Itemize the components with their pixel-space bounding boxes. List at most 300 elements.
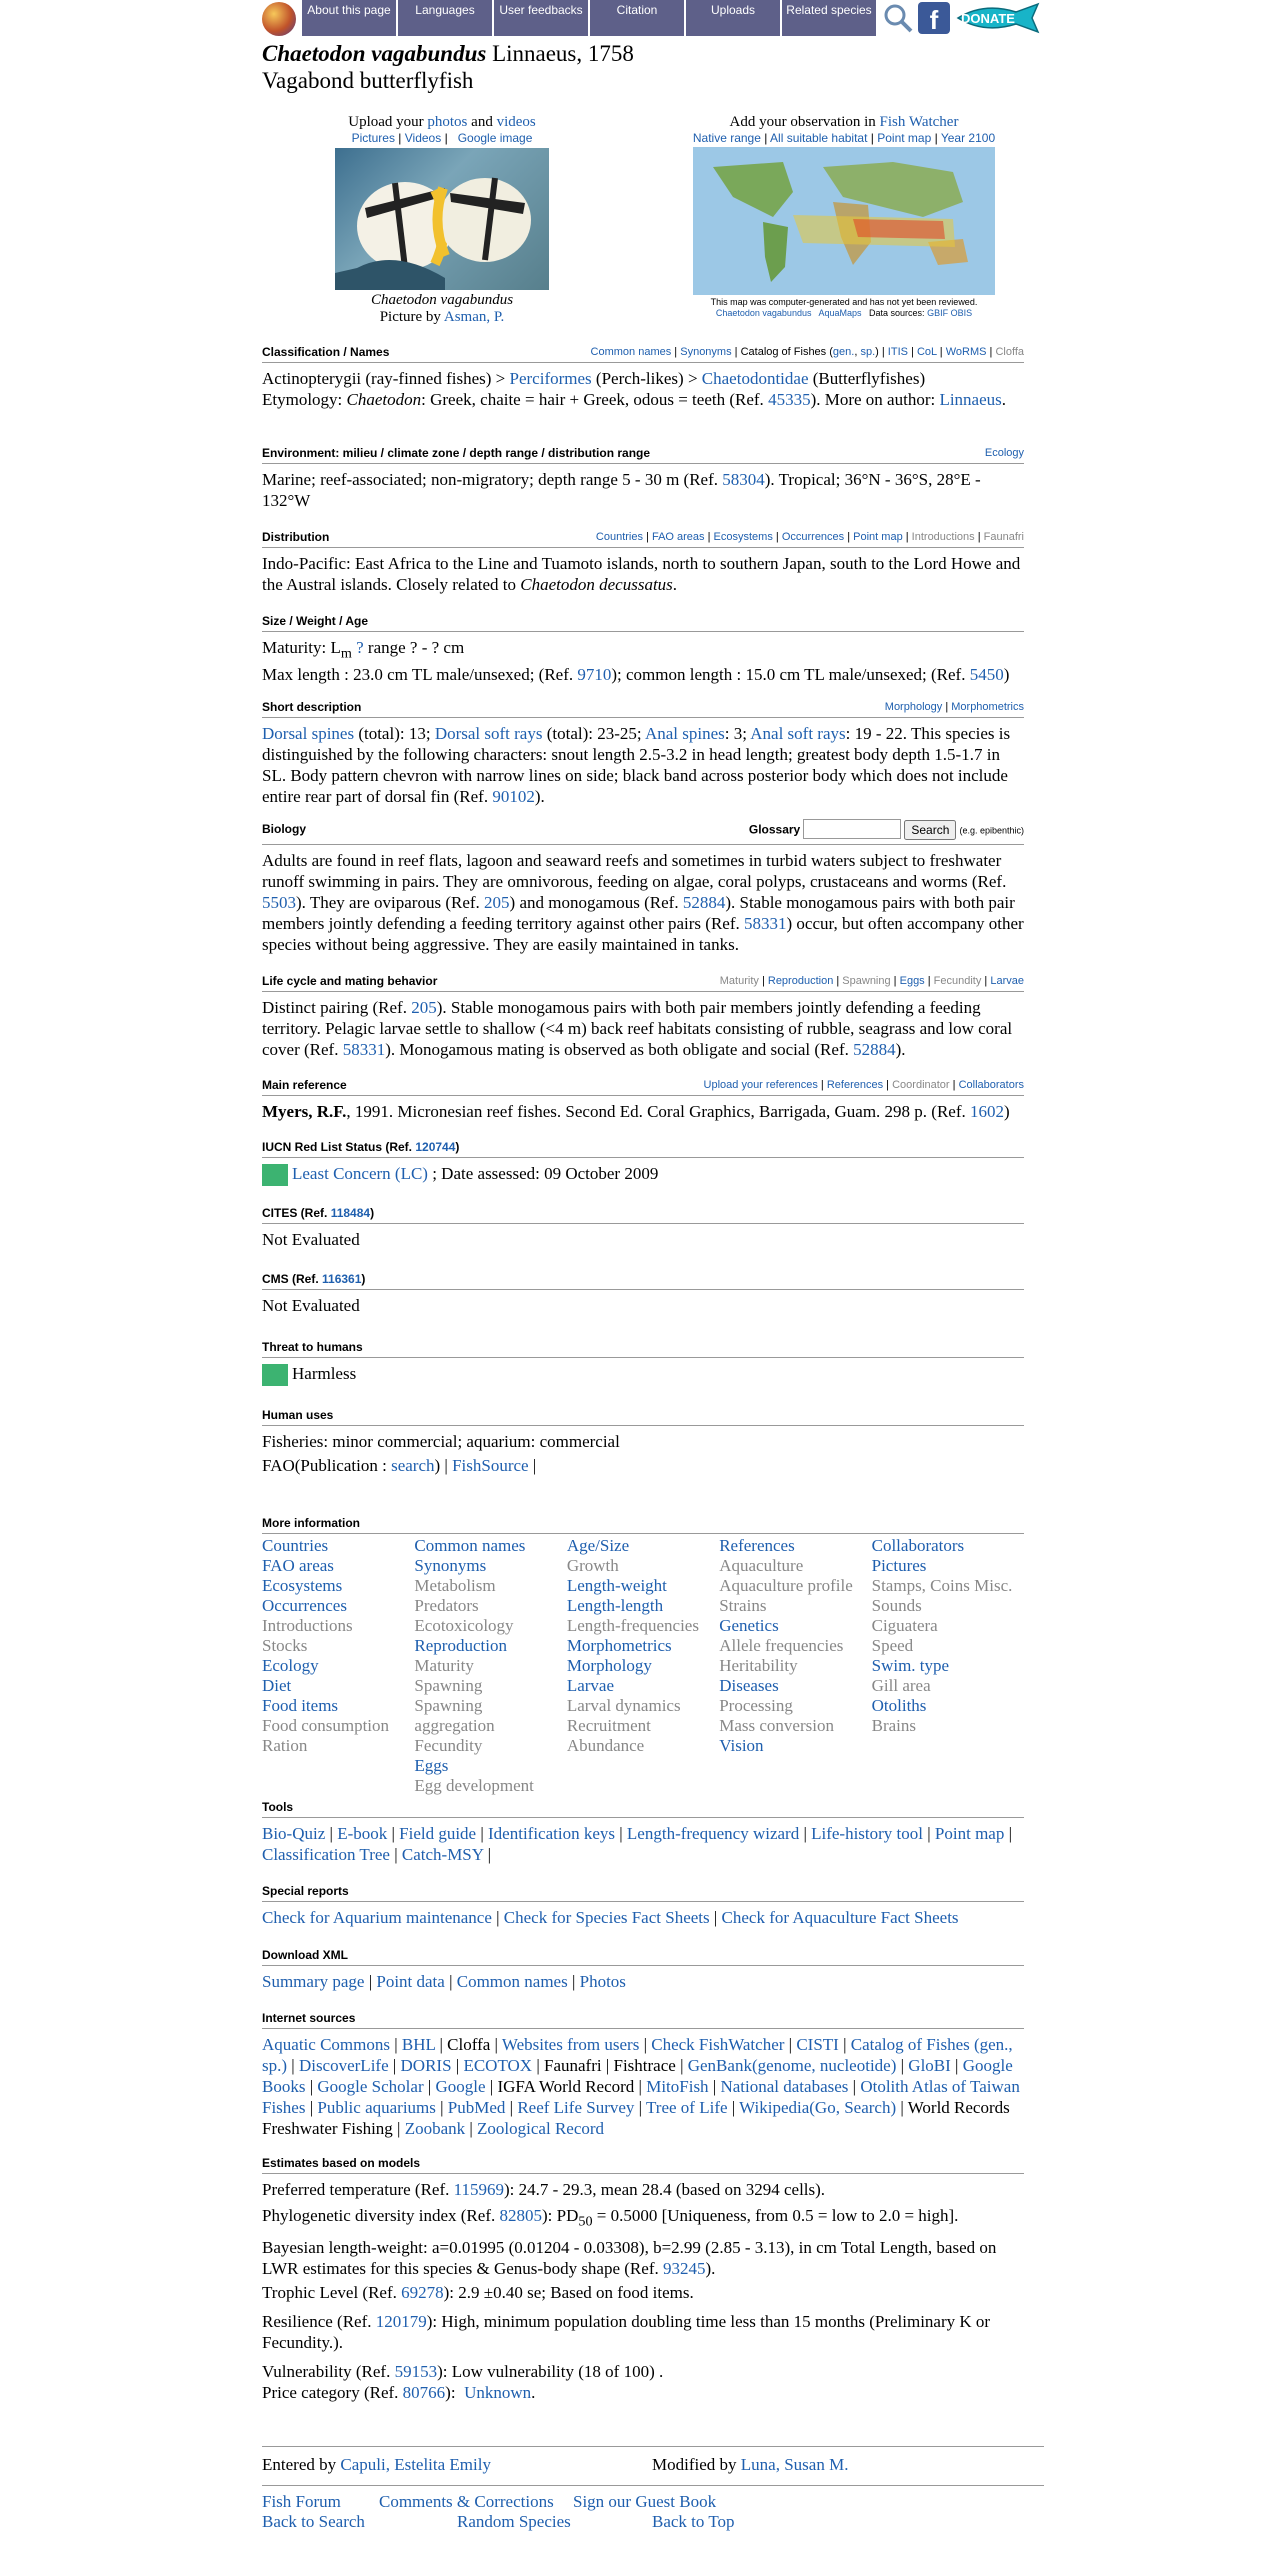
map-native-range-link[interactable]: Native range bbox=[692, 131, 761, 145]
more-info-sounds: Sounds bbox=[871, 1596, 922, 1615]
more-info-growth: Growth bbox=[566, 1556, 619, 1575]
donate-button[interactable] bbox=[954, 2, 1044, 34]
tools-e-book-link[interactable]: E-book bbox=[337, 1824, 388, 1843]
lifecycle-ref-link-3[interactable]: 52884 bbox=[853, 1040, 896, 1059]
species-author: Linnaeus, 1758 bbox=[492, 41, 634, 66]
species-photo[interactable] bbox=[335, 148, 549, 290]
lifecycle-text-1: Distinct pairing (Ref. bbox=[262, 998, 407, 1017]
internet-websites-from-users-link[interactable]: Websites from users bbox=[501, 2035, 640, 2054]
more-info-common-names[interactable]: Common names bbox=[414, 1536, 526, 1555]
distribution-end: . bbox=[672, 575, 678, 594]
entered-by-link[interactable]: Capuli, Estelita Emily bbox=[340, 2455, 491, 2474]
more-info-ration: Ration bbox=[262, 1736, 308, 1755]
more-info-reproduction[interactable]: Reproduction bbox=[414, 1636, 507, 1655]
more-info-aquaculture-profile: Aquaculture profile bbox=[719, 1576, 853, 1595]
more-info-occurrences[interactable]: Occurrences bbox=[262, 1596, 347, 1615]
tools-field-guide-link[interactable]: Field guide bbox=[399, 1824, 477, 1843]
more-info-length-frequencies: Length-frequencies bbox=[566, 1616, 699, 1635]
more-info-column bbox=[567, 1536, 719, 1796]
spawning-label: Spawning bbox=[842, 975, 891, 987]
internet-world-records-freshwater-fishing-label: World Records Freshwater Fishing bbox=[262, 2098, 1010, 2138]
more-info-metabolism: Metabolism bbox=[414, 1576, 496, 1595]
cites-heading: CITES (Ref. bbox=[262, 1206, 328, 1220]
photo-block: Upload your photos and videos Pictures | Videos | Google image Chaetodon vagabundus Picture by Asman, P. bbox=[312, 114, 572, 326]
bayesian-ref-link[interactable]: 93245 bbox=[662, 2259, 706, 2279]
dorsal-soft-rays-link[interactable]: Dorsal soft rays bbox=[434, 724, 543, 743]
main-reference-heading: Main reference bbox=[262, 1078, 347, 1092]
description-text: : 19 - 22. This species is distinguished by the following characters: snout length 2.5-3.2 in head length; greatest body depth 1.5-1.7 in SL. Body pattern chevron with narrow lines on side; black band across posterior body which does not include entire rear part of dorsal fin (Ref. bbox=[262, 724, 1011, 806]
map-point-map-link[interactable]: Point map bbox=[877, 131, 932, 145]
section-heading bbox=[262, 974, 1024, 992]
environment-heading: Environment: milieu / climate zone / depth range / distribution range bbox=[262, 446, 651, 460]
cms-ref-link[interactable]: 116361 bbox=[322, 1272, 362, 1286]
internet-aquatic-commons-link[interactable]: Aquatic Commons bbox=[262, 2035, 390, 2054]
environment-ref-link[interactable]: 58304 bbox=[722, 470, 765, 489]
point-map-link[interactable]: Point map bbox=[853, 531, 903, 543]
common-name: Vagabond butterflyfish bbox=[262, 68, 474, 93]
photos-link[interactable]: photos bbox=[427, 114, 468, 130]
back-to-search-link[interactable]: Back to Search bbox=[262, 2512, 365, 2531]
more-info-allele-frequencies: Allele frequencies bbox=[719, 1636, 844, 1655]
related-species: Chaetodon decussatus bbox=[520, 575, 673, 594]
section-heading bbox=[262, 822, 1024, 845]
world-map-image bbox=[693, 147, 995, 295]
fao-areas-link[interactable]: FAO areas bbox=[651, 531, 705, 543]
map-suitable-habitat-link[interactable]: All suitable habitat bbox=[770, 131, 868, 145]
internet-catalog-of-fishes-gen-sp-link[interactable]: Catalog of Fishes (gen., sp.) bbox=[262, 2035, 1013, 2075]
more-info-processing: Processing bbox=[719, 1696, 793, 1715]
anal-spines-link[interactable]: Anal spines bbox=[644, 724, 725, 743]
footer bbox=[262, 2446, 1044, 2532]
biology-ref-link-2[interactable]: 205 bbox=[484, 893, 510, 912]
internet-genbank-genome-nucleotide-link[interactable]: GenBank(genome, nucleotide) bbox=[687, 2056, 897, 2075]
classification-links: Common names | Synonyms | Catalog of Fishes (gen., sp.) | ITIS | CoL | WoRMS | Cloffa bbox=[590, 346, 1024, 358]
more-info-diseases[interactable]: Diseases bbox=[719, 1676, 779, 1695]
internet-zoobank-link[interactable]: Zoobank bbox=[404, 2119, 466, 2138]
photo-author-link[interactable]: Asman, P. bbox=[443, 309, 505, 325]
back-to-top-link[interactable]: Back to Top bbox=[652, 2512, 735, 2531]
internet-check-fishwatcher-link[interactable]: Check FishWatcher bbox=[651, 2035, 785, 2054]
ecosystems-link[interactable]: Ecosystems bbox=[713, 531, 773, 543]
etymology-text: : Greek, chaite = hair + Greek, odous = teeth (Ref. bbox=[421, 390, 764, 409]
family-common: (Butterflyfishes) bbox=[812, 369, 926, 388]
more-info-genetics[interactable]: Genetics bbox=[719, 1616, 779, 1635]
ecology-link[interactable]: Ecology bbox=[984, 447, 1024, 459]
internet-discoverlife-link[interactable]: DiscoverLife bbox=[298, 2056, 389, 2075]
description-body bbox=[262, 723, 1024, 807]
internet-wikipedia-go-search-link[interactable]: Wikipedia(Go, Search) bbox=[739, 2098, 897, 2117]
facebook-icon[interactable]: f bbox=[918, 2, 950, 34]
data-sources-label: Data sources: bbox=[869, 308, 925, 318]
more-info-gill-area: Gill area bbox=[871, 1676, 931, 1695]
trophic-ref-link[interactable]: 69278 bbox=[401, 2283, 444, 2303]
reproduction-link[interactable]: Reproduction bbox=[767, 975, 834, 987]
glossary-label: Glossary bbox=[748, 822, 801, 837]
resilience-label: Resilience (Ref. bbox=[262, 2312, 372, 2332]
description-end: ). bbox=[534, 787, 545, 806]
resilience-value: ): High, minimum population doubling time less than 15 months (Preliminary K or Fecundity.). bbox=[262, 2312, 991, 2353]
xml-point-data-link[interactable]: Point data bbox=[376, 1972, 445, 1991]
map-note: This map was computer-generated and has not yet been reviewed. bbox=[710, 297, 978, 307]
anal-soft-rays-link[interactable]: Anal soft rays bbox=[750, 724, 846, 743]
internet-faunafri-label: Faunafri bbox=[544, 2056, 602, 2075]
section-heading bbox=[262, 1800, 1024, 1818]
videos-small-link[interactable]: Videos bbox=[404, 131, 442, 145]
more-info-eggs[interactable]: Eggs bbox=[414, 1756, 449, 1775]
catalog-close: ) bbox=[875, 346, 879, 358]
biology-text-2: ). They are oviparous (Ref. bbox=[296, 893, 480, 912]
reference-author: Myers, R.F. bbox=[262, 1102, 347, 1121]
separator: | bbox=[532, 1456, 537, 1475]
tools-identification-keys-link[interactable]: Identification keys bbox=[488, 1824, 616, 1843]
fisheries-text: Fisheries: minor commercial; aquarium: commercial bbox=[262, 1432, 620, 1451]
internet-ecotox-link[interactable]: ECOTOX bbox=[463, 2056, 533, 2075]
itis-link[interactable]: ITIS bbox=[887, 346, 908, 358]
cms-heading: CMS (Ref. bbox=[262, 1272, 319, 1286]
classification-section bbox=[262, 345, 1024, 410]
more-info-diet[interactable]: Diet bbox=[262, 1676, 292, 1695]
modified-by-label: Modified by bbox=[652, 2455, 737, 2474]
internet-otolith-atlas-of-taiwan-fishes-link[interactable]: Otolith Atlas of Taiwan Fishes bbox=[262, 2077, 1020, 2117]
more-info-column bbox=[719, 1536, 871, 1796]
classification-body bbox=[262, 368, 1024, 410]
more-info-aquaculture: Aquaculture bbox=[719, 1556, 804, 1575]
lifecycle-text-2: ). Stable monogamous pairs with both pair members jointly defending a feeding territory. Pelagic larvae settle to shallow (<4 m) back reef habitats consisting of rubble, seagrass and low coral cover (Ref. bbox=[262, 998, 1013, 1059]
nav-tab-related-species[interactable]: Related species bbox=[782, 0, 876, 36]
morphometrics-link[interactable]: Morphometrics bbox=[951, 701, 1024, 713]
lifecycle-end: ). bbox=[895, 1040, 906, 1059]
threat-swatch bbox=[262, 1364, 288, 1386]
more-info-food-consumption: Food consumption bbox=[262, 1716, 390, 1735]
morphology-link[interactable]: Morphology bbox=[884, 701, 943, 713]
more-info-pictures[interactable]: Pictures bbox=[871, 1556, 927, 1575]
environment-text: Marine; reef-associated; non-migratory; depth range 5 - 30 m (Ref. bbox=[262, 470, 719, 489]
more-info-ciguatera: Ciguatera bbox=[871, 1616, 938, 1635]
internet-reef-life-survey-link[interactable]: Reef Life Survey bbox=[517, 2098, 635, 2117]
lifecycle-ref-link-1[interactable]: 205 bbox=[411, 998, 437, 1017]
author-link[interactable]: Linnaeus bbox=[939, 390, 1002, 409]
cites-close: ) bbox=[370, 1206, 375, 1220]
common-length-ref-link[interactable]: 5450 bbox=[969, 665, 1004, 685]
more-info-egg-development: Egg development bbox=[414, 1776, 534, 1795]
google-image-link[interactable]: Google image bbox=[457, 131, 533, 145]
guest-book-link[interactable]: Sign our Guest Book bbox=[573, 2492, 717, 2511]
lifecycle-body bbox=[262, 997, 1024, 1060]
lifecycle-heading: Life cycle and mating behavior bbox=[262, 974, 438, 988]
tools-life-history-tool-link[interactable]: Life-history tool bbox=[811, 1824, 924, 1843]
more-info-ecology[interactable]: Ecology bbox=[262, 1656, 319, 1675]
catalog-gen-link[interactable]: gen. bbox=[832, 346, 855, 358]
nav-tab-citation[interactable]: Citation bbox=[590, 0, 684, 36]
main-reference-section bbox=[262, 1078, 1024, 1122]
human-uses-section bbox=[262, 1408, 1024, 1476]
glossary-search-button[interactable]: Search bbox=[904, 820, 956, 840]
temperature-ref-link[interactable]: 115969 bbox=[453, 2180, 504, 2199]
map-year-2100-link[interactable]: Year 2100 bbox=[940, 131, 996, 145]
biology-body bbox=[262, 850, 1024, 955]
random-species-link[interactable]: Random Species bbox=[457, 2512, 571, 2531]
distribution-heading: Distribution bbox=[262, 530, 330, 544]
distribution-map[interactable] bbox=[693, 147, 995, 295]
taxonomy-text: Actinopterygii (ray-finned fishes) > bbox=[262, 369, 506, 388]
distribution-body bbox=[262, 553, 1024, 595]
description-ref-link[interactable]: 90102 bbox=[492, 787, 535, 806]
fish-watcher-link[interactable]: Fish Watcher bbox=[879, 114, 959, 130]
xml-photos-link[interactable]: Photos bbox=[579, 1972, 626, 1991]
temperature-label: Preferred temperature (Ref. bbox=[262, 2180, 450, 2199]
more-info-larvae[interactable]: Larvae bbox=[566, 1676, 614, 1695]
fishbase-logo-globe-icon[interactable] bbox=[262, 2, 296, 36]
trophic-value: ): 2.9 ±0.40 se; Based on food items. bbox=[443, 2283, 694, 2303]
order-link[interactable]: Perciformes bbox=[509, 369, 592, 388]
section-heading bbox=[262, 446, 1024, 464]
catalog-sp-link[interactable]: sp. bbox=[860, 346, 876, 358]
iucn-date: ; Date assessed: 09 October 2009 bbox=[432, 1164, 659, 1183]
gbif-link[interactable]: GBIF bbox=[927, 308, 949, 318]
add-observation-label: Add your observation in bbox=[729, 114, 876, 130]
photo-caption: Chaetodon vagabundus bbox=[370, 292, 514, 308]
comments-corrections-link[interactable]: Comments & Corrections bbox=[379, 2492, 554, 2511]
section-heading bbox=[262, 1884, 1024, 1902]
more-info-larval-dynamics: Larval dynamics bbox=[566, 1696, 681, 1715]
modified-by-link[interactable]: Luna, Susan M. bbox=[740, 2455, 849, 2474]
more-info-otoliths[interactable]: Otoliths bbox=[871, 1696, 927, 1715]
col-link[interactable]: CoL bbox=[916, 346, 937, 358]
videos-link[interactable]: videos bbox=[496, 114, 536, 130]
fao-label: FAO(Publication : bbox=[262, 1456, 387, 1475]
more-info-food-items[interactable]: Food items bbox=[262, 1696, 339, 1715]
introductions-label: Introductions bbox=[911, 531, 975, 543]
nav-tab-languages[interactable]: Languages bbox=[398, 0, 492, 36]
main-reference-link[interactable]: 1602 bbox=[970, 1102, 1004, 1121]
pd-ref-link[interactable]: 82805 bbox=[499, 2206, 542, 2225]
status-swatch bbox=[262, 1164, 288, 1186]
section-heading bbox=[262, 1272, 1024, 1290]
more-info-swim-type[interactable]: Swim. type bbox=[871, 1656, 950, 1675]
more-info-morphometrics[interactable]: Morphometrics bbox=[566, 1636, 672, 1655]
temperature-value: ): 24.7 - 29.3, mean 28.4 (based on 3294 cells). bbox=[504, 2180, 826, 2199]
environment-section bbox=[262, 446, 1024, 511]
download-xml-heading: Download XML bbox=[262, 1948, 348, 1962]
map-species-link[interactable]: Chaetodon vagabundus bbox=[715, 308, 812, 318]
internet-mitofish-link[interactable]: MitoFish bbox=[646, 2077, 709, 2096]
fao-search-link[interactable]: search bbox=[391, 1456, 435, 1475]
main-reference-links: Upload your references | References | Coordinator | Collaborators bbox=[703, 1079, 1024, 1091]
price-text: ): bbox=[445, 2383, 456, 2403]
common-names-link[interactable]: Common names bbox=[590, 346, 672, 358]
cms-value: Not Evaluated bbox=[262, 1296, 360, 1315]
countries-link[interactable]: Countries bbox=[595, 531, 643, 543]
internet-zoological-record-link[interactable]: Zoological Record bbox=[477, 2119, 605, 2138]
search-icon[interactable] bbox=[882, 2, 914, 34]
etymology-ref-link[interactable]: 45335 bbox=[768, 390, 811, 409]
dorsal-spines-link[interactable]: Dorsal spines bbox=[262, 724, 355, 743]
tools-classification-tree-link[interactable]: Classification Tree bbox=[262, 1845, 390, 1864]
more-info-countries[interactable]: Countries bbox=[262, 1536, 329, 1555]
price-ref-link[interactable]: 80766 bbox=[402, 2383, 446, 2403]
section-heading bbox=[262, 1340, 1024, 1358]
lifecycle-ref-link-2[interactable]: 58331 bbox=[342, 1040, 386, 1059]
nav-tab-user-feedbacks[interactable]: User feedbacks bbox=[494, 0, 588, 36]
internet-public-aquariums-link[interactable]: Public aquariums bbox=[317, 2098, 436, 2117]
fishsource-link[interactable]: FishSource bbox=[452, 1456, 529, 1475]
more-info-column bbox=[414, 1536, 566, 1796]
special-reports-heading: Special reports bbox=[262, 1884, 349, 1898]
more-info-age-size[interactable]: Age/Size bbox=[566, 1536, 630, 1555]
human-uses-body bbox=[262, 1431, 1024, 1476]
description-section bbox=[262, 700, 1024, 807]
biology-text-4: ). Stable monogamous pairs with both pair members jointly defending a feeding territory against other pairs (Ref. bbox=[262, 893, 1015, 933]
internet-google-scholar-link[interactable]: Google Scholar bbox=[317, 2077, 424, 2096]
pictures-link[interactable]: Pictures bbox=[351, 131, 395, 145]
vulnerability-label: Vulnerability (Ref. bbox=[262, 2362, 391, 2382]
tools-length-frequency-wizard-link[interactable]: Length-frequency wizard bbox=[626, 1824, 800, 1843]
section-heading bbox=[262, 614, 1024, 632]
occurrences-link[interactable]: Occurrences bbox=[781, 531, 845, 543]
donate-label: DONATE bbox=[961, 11, 1015, 26]
biology-ref-link-1[interactable]: 5503 bbox=[262, 893, 296, 912]
more-info-spawning: Spawning bbox=[414, 1676, 483, 1695]
more-info-strains: Strains bbox=[719, 1596, 767, 1615]
internet-google-link[interactable]: Google bbox=[435, 2077, 486, 2096]
more-info-fecundity: Fecundity bbox=[414, 1736, 483, 1755]
scientific-name: Chaetodon vagabundus bbox=[262, 41, 487, 66]
family-link[interactable]: Chaetodontidae bbox=[701, 369, 809, 388]
max-length-ref-link[interactable]: 9710 bbox=[577, 665, 612, 685]
section-heading bbox=[262, 345, 1024, 363]
internet-globi-link[interactable]: GloBI bbox=[908, 2056, 951, 2075]
more-info-length-length[interactable]: Length-length bbox=[566, 1596, 664, 1615]
price-value-link[interactable]: Unknown bbox=[464, 2383, 532, 2403]
more-info-collaborators[interactable]: Collaborators bbox=[871, 1536, 965, 1555]
maturity-label: Maturity bbox=[719, 975, 759, 987]
internet-cloffa-label: Cloffa bbox=[447, 2035, 491, 2054]
maturity-range: range ? - ? cm bbox=[363, 638, 465, 657]
special-check-for-aquarium-maintenance-link[interactable]: Check for Aquarium maintenance bbox=[262, 1908, 492, 1927]
more-info-stocks: Stocks bbox=[262, 1636, 308, 1655]
dorsal-spines-value: (total): 13; bbox=[358, 724, 431, 743]
more-information-heading: More information bbox=[262, 1516, 360, 1530]
biology-ref-link-4[interactable]: 58331 bbox=[744, 914, 787, 933]
internet-google-books-link[interactable]: Google Books bbox=[262, 2056, 1013, 2096]
distribution-section bbox=[262, 530, 1024, 595]
fish-forum-link[interactable]: Fish Forum bbox=[262, 2492, 341, 2511]
iucn-status-link[interactable]: Least Concern (LC) bbox=[292, 1164, 428, 1183]
obis-link[interactable]: OBIS bbox=[950, 308, 973, 318]
larvae-link[interactable]: Larvae bbox=[990, 975, 1024, 987]
vulnerability-ref-link[interactable]: 59153 bbox=[394, 2362, 438, 2382]
special-check-for-aquaculture-fact-sheets-link[interactable]: Check for Aquaculture Fact Sheets bbox=[721, 1908, 959, 1927]
internet-igfa-world-record-label: IGFA World Record bbox=[497, 2077, 635, 2096]
maturity-label: Maturity: L bbox=[262, 638, 341, 657]
reference-text: , 1991. Micronesian reef fishes. Second Ed. Coral Graphics, Barrigada, Guam. 298 p. (Ref. bbox=[346, 1102, 966, 1121]
more-info-references[interactable]: References bbox=[719, 1536, 795, 1555]
maturity-link[interactable]: ? bbox=[356, 638, 364, 657]
nav-tab-about[interactable]: About this page bbox=[302, 0, 396, 36]
pd-text: ): PD bbox=[541, 2206, 579, 2225]
tools-list: Bio-Quiz | E-book | Field guide | Identification keys | Length-frequency wizard | Life-history tool | Point map | Classification Tree | Catch-MSY | bbox=[262, 1824, 1012, 1864]
internet-bhl-link[interactable]: BHL bbox=[401, 2035, 436, 2054]
more-info-speed: Speed bbox=[871, 1636, 914, 1655]
references-link[interactable]: References bbox=[826, 1079, 884, 1091]
more-info-ecosystems[interactable]: Ecosystems bbox=[262, 1576, 343, 1595]
internet-tree-of-life-link[interactable]: Tree of Life bbox=[646, 2098, 728, 2117]
internet-cisti-link[interactable]: CISTI bbox=[796, 2035, 839, 2054]
more-info-vision[interactable]: Vision bbox=[719, 1736, 764, 1755]
map-block: Add your observation in Fish Watcher Native range | All suitable habitat | Point map | Year 2100 This map was computer-generated and has not yet been reviewed. Chaetodon vagabundus AquaMaps Data sources: GBIF OBIS bbox=[684, 114, 1004, 319]
more-info-morphology[interactable]: Morphology bbox=[566, 1656, 652, 1675]
section-heading bbox=[262, 530, 1024, 548]
glossary-search-input[interactable] bbox=[803, 819, 901, 839]
more-info-ecotoxicology: Ecotoxicology bbox=[414, 1616, 514, 1635]
download-xml-list: Summary page | Point data | Common names | Photos bbox=[262, 1972, 626, 1991]
section-heading bbox=[262, 1140, 1024, 1158]
estimates-section bbox=[262, 2156, 1024, 2403]
internet-pubmed-link[interactable]: PubMed bbox=[447, 2098, 506, 2117]
aquamaps-link[interactable]: AquaMaps bbox=[818, 308, 862, 318]
iucn-ref-link[interactable]: 120744 bbox=[415, 1140, 456, 1154]
more-info-abundance: Abundance bbox=[566, 1736, 645, 1755]
etymology-end: . bbox=[1001, 390, 1007, 409]
bayesian-end: ). bbox=[705, 2259, 716, 2279]
distribution-text: Indo-Pacific: East Africa to the Line and Tuamoto islands, north to southern Japan, south to the Lord Howe and the Austral islands. Closely related to bbox=[262, 554, 1021, 594]
more-info-fao-areas[interactable]: FAO areas bbox=[262, 1556, 334, 1575]
more-info-predators: Predators bbox=[414, 1596, 479, 1615]
etymology-genus: Chaetodon bbox=[346, 390, 422, 409]
internet-national-databases-link[interactable]: National databases bbox=[720, 2077, 849, 2096]
special-reports-section bbox=[262, 1884, 1024, 1928]
cms-section bbox=[262, 1272, 1024, 1316]
nav-tab-uploads[interactable]: Uploads bbox=[686, 0, 780, 36]
fao-close: ) | bbox=[434, 1456, 448, 1475]
lifecycle-section bbox=[262, 974, 1024, 1060]
internet-doris-link[interactable]: DORIS bbox=[400, 2056, 452, 2075]
entered-by-label: Entered by bbox=[262, 2455, 337, 2474]
tools-section bbox=[262, 1800, 1024, 1865]
cites-ref-link[interactable]: 118484 bbox=[330, 1206, 371, 1220]
resilience-ref-link[interactable]: 120179 bbox=[375, 2312, 427, 2332]
tools-catch-msy-link[interactable]: Catch-MSY bbox=[401, 1845, 484, 1864]
tools-point-map-link[interactable]: Point map bbox=[934, 1824, 1005, 1843]
maturity-sub: m bbox=[340, 645, 352, 662]
collaborators-link[interactable]: Collaborators bbox=[958, 1079, 1024, 1091]
etymology-label: Etymology: bbox=[262, 390, 343, 409]
synonyms-link[interactable]: Synonyms bbox=[680, 346, 732, 358]
threat-heading: Threat to humans bbox=[262, 1340, 363, 1354]
xml-summary-page-link[interactable]: Summary page bbox=[262, 1972, 365, 1991]
iucn-heading: IUCN Red List Status (Ref. bbox=[262, 1140, 413, 1154]
tools-bio-quiz-link[interactable]: Bio-Quiz bbox=[262, 1824, 326, 1843]
more-info-synonyms[interactable]: Synonyms bbox=[414, 1556, 487, 1575]
biology-ref-link-3[interactable]: 52884 bbox=[682, 893, 726, 912]
more-info-length-weight[interactable]: Length-weight bbox=[566, 1576, 667, 1595]
worms-link[interactable]: WoRMS bbox=[945, 346, 987, 358]
price-end: . bbox=[531, 2383, 536, 2403]
more-information-columns bbox=[262, 1536, 1024, 1796]
special-check-for-species-fact-sheets-link[interactable]: Check for Species Fact Sheets bbox=[503, 1908, 710, 1927]
lifecycle-links: Maturity | Reproduction | Spawning | Eggs | Fecundity | Larvae bbox=[719, 975, 1024, 987]
more-info-spawning-aggregation: Spawning aggregation bbox=[414, 1696, 495, 1735]
more-info-column bbox=[872, 1536, 1024, 1796]
nav-tabs bbox=[302, 0, 878, 36]
eggs-link[interactable]: Eggs bbox=[899, 975, 925, 987]
upload-references-link[interactable]: Upload your references bbox=[703, 1079, 818, 1091]
size-heading: Size / Weight / Age bbox=[262, 614, 369, 628]
butterflyfish-image bbox=[335, 148, 549, 290]
fecundity-label: Fecundity bbox=[933, 975, 982, 987]
xml-common-names-link[interactable]: Common names bbox=[456, 1972, 568, 1991]
description-heading: Short description bbox=[262, 700, 362, 714]
